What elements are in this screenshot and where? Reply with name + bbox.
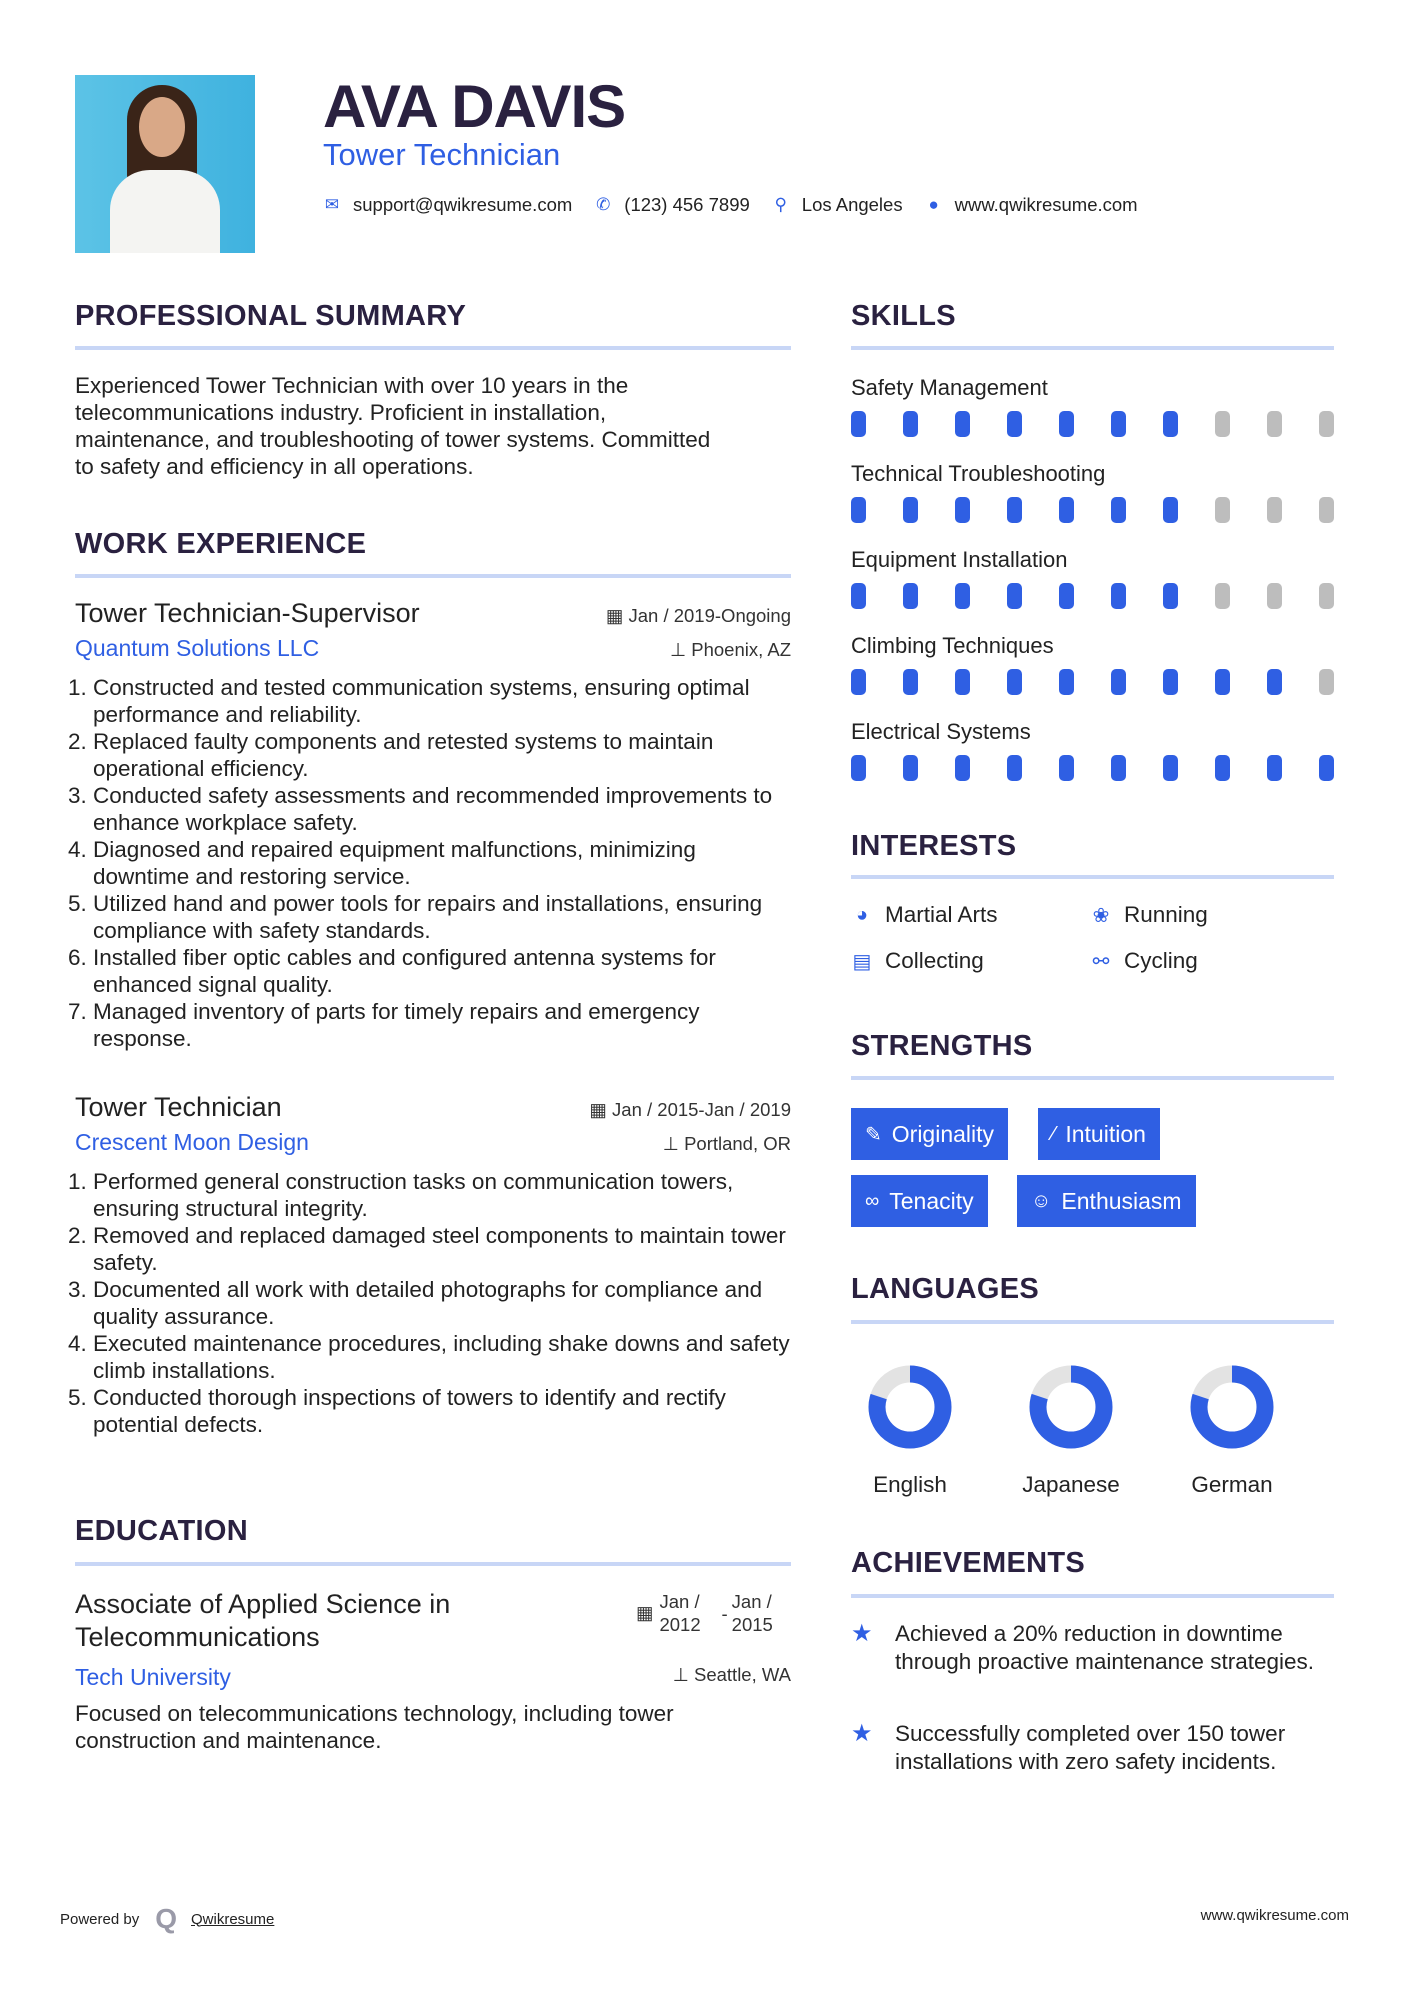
skill-item bbox=[851, 719, 1334, 781]
divider bbox=[851, 1320, 1334, 1324]
rating-bar-filled bbox=[1059, 755, 1074, 781]
edu-end: Jan / 2015 bbox=[731, 1591, 773, 1635]
divider bbox=[75, 346, 791, 350]
strength-label: Enthusiasm bbox=[1061, 1187, 1182, 1214]
magic-wand-icon: ⁄ bbox=[1052, 1122, 1056, 1145]
rating-bar-empty bbox=[1215, 497, 1230, 523]
skill-item bbox=[851, 547, 1334, 609]
rating-bar-empty bbox=[1319, 583, 1334, 609]
edu-location: Seattle, WA bbox=[694, 1664, 791, 1685]
skill-label: Technical Troubleshooting bbox=[851, 461, 1106, 486]
divider bbox=[851, 346, 1334, 350]
smile-icon: ☺ bbox=[1031, 1189, 1052, 1212]
star-icon: ★ bbox=[851, 1720, 873, 1747]
rating-bar-empty bbox=[1267, 411, 1282, 437]
pin-icon: ⊥ bbox=[662, 1133, 685, 1154]
achievement-item bbox=[851, 1620, 1334, 1676]
job-entry bbox=[75, 598, 791, 1052]
rating-bar-filled bbox=[903, 583, 918, 609]
skill-rating bbox=[851, 497, 1334, 523]
job-title: Tower Technician-Supervisor bbox=[75, 598, 420, 628]
list-item: 7. Managed inventory of parts for timely repairs and emergency response. bbox=[93, 998, 791, 1052]
skill-item bbox=[851, 633, 1334, 695]
footer-website[interactable]: www.qwikresume.com bbox=[1200, 1907, 1349, 1924]
languages-heading: LANGUAGES bbox=[851, 1273, 1039, 1305]
strength-badge bbox=[851, 1175, 988, 1227]
profile-photo bbox=[75, 75, 255, 253]
link-icon: ∞ bbox=[865, 1189, 880, 1212]
interest-item bbox=[851, 902, 998, 928]
language-donut bbox=[1026, 1362, 1116, 1452]
rating-bar-filled bbox=[955, 497, 970, 523]
rating-bar-filled bbox=[851, 669, 866, 695]
skill-label: Equipment Installation bbox=[851, 547, 1068, 572]
brand-link[interactable]: Qwikresume bbox=[191, 1910, 275, 1928]
interest-item bbox=[851, 948, 984, 974]
list-item: 5. Conducted thorough inspections of towers to identify and rectify potential defects. bbox=[93, 1384, 791, 1438]
strength-label: Originality bbox=[891, 1120, 995, 1147]
skill-rating bbox=[851, 411, 1334, 437]
skills-list bbox=[851, 375, 1334, 805]
job-location: Phoenix, AZ bbox=[691, 639, 791, 660]
rating-bar-filled bbox=[851, 583, 866, 609]
responsibilities-list bbox=[75, 674, 791, 1052]
rating-bar-filled bbox=[1215, 755, 1230, 781]
rating-bar-filled bbox=[851, 755, 866, 781]
rating-bar-filled bbox=[903, 411, 918, 437]
divider bbox=[75, 574, 791, 578]
divider bbox=[75, 1562, 791, 1566]
divider bbox=[851, 875, 1334, 879]
rating-bar-filled bbox=[1111, 583, 1126, 609]
rating-bar-filled bbox=[1059, 411, 1074, 437]
candidate-title: Tower Technician bbox=[323, 137, 561, 172]
achievement-text: Achieved a 20% reduction in downtime through proactive maintenance strategies. bbox=[895, 1621, 1314, 1674]
interest-label: Running bbox=[1124, 902, 1208, 927]
rating-bar-empty bbox=[1319, 669, 1334, 695]
pin-icon: ⊥ bbox=[672, 1664, 694, 1685]
rating-bar-filled bbox=[1215, 669, 1230, 695]
company-name: Quantum Solutions LLC bbox=[75, 635, 320, 661]
rating-bar-empty bbox=[1319, 411, 1334, 437]
language-item bbox=[1162, 1362, 1302, 1498]
list-item: 1. Performed general construction tasks on communication towers, ensuring structural integrity. bbox=[93, 1168, 791, 1222]
divider bbox=[851, 1594, 1334, 1598]
rating-bar-filled bbox=[1267, 755, 1282, 781]
map-pin-icon: ⚲ bbox=[774, 195, 787, 214]
globe-icon: ◕ bbox=[855, 903, 869, 926]
list-item: 2. Removed and replaced damaged steel components to maintain tower safety. bbox=[93, 1222, 791, 1276]
rating-bar-empty bbox=[1267, 497, 1282, 523]
qwikresume-logo-icon: Q bbox=[155, 1903, 177, 1934]
skill-rating bbox=[851, 755, 1334, 781]
rating-bar-filled bbox=[1059, 583, 1074, 609]
skill-label: Climbing Techniques bbox=[851, 633, 1054, 658]
powered-by: Powered by bbox=[60, 1910, 140, 1928]
rating-bar-empty bbox=[1319, 497, 1334, 523]
work-heading: WORK EXPERIENCE bbox=[75, 528, 367, 560]
paw-icon: ❀ bbox=[1092, 904, 1110, 927]
skill-item bbox=[851, 375, 1334, 437]
rating-bar-empty bbox=[1267, 583, 1282, 609]
rating-bar-filled bbox=[1267, 669, 1282, 695]
degree: Associate of Applied Science in Telecommunications bbox=[75, 1589, 451, 1652]
job-date: Jan / 2015-Jan / 2019 bbox=[612, 1099, 791, 1120]
rating-bar-filled bbox=[1163, 669, 1178, 695]
rating-bar-filled bbox=[1007, 497, 1022, 523]
interest-label: Collecting bbox=[885, 948, 984, 973]
interests-heading: INTERESTS bbox=[851, 830, 1017, 862]
rating-bar-filled bbox=[955, 583, 970, 609]
skills-heading: SKILLS bbox=[851, 300, 956, 332]
skill-rating bbox=[851, 583, 1334, 609]
rating-bar-filled bbox=[851, 497, 866, 523]
job-location: Portland, OR bbox=[684, 1133, 791, 1154]
rating-bar-filled bbox=[1007, 411, 1022, 437]
interest-label: Martial Arts bbox=[885, 902, 998, 927]
interest-label: Cycling bbox=[1124, 948, 1198, 973]
strength-label: Tenacity bbox=[889, 1187, 974, 1214]
pencil-icon: ✎ bbox=[865, 1123, 882, 1146]
list-item: 5. Utilized hand and power tools for repairs and installations, ensuring compliance with safety standards. bbox=[93, 890, 791, 944]
rating-bar-filled bbox=[1319, 755, 1334, 781]
email-icon: ✉ bbox=[324, 195, 340, 214]
strength-badge bbox=[851, 1108, 1008, 1160]
job-entry bbox=[75, 1092, 791, 1438]
summary-text: Experienced Tower Technician with over 10 years in the telecommunications industry. Proficient in installation, maintenance, and troubleshooting of tower systems. Committed to safety and efficiency in all operations. bbox=[75, 373, 711, 479]
skill-item bbox=[851, 461, 1334, 523]
interest-item bbox=[1090, 948, 1198, 974]
language-donut bbox=[1187, 1362, 1277, 1452]
achievements-heading: ACHIEVEMENTS bbox=[851, 1547, 1086, 1579]
rating-bar-filled bbox=[1059, 497, 1074, 523]
list-item: 4. Executed maintenance procedures, including shake downs and safety climb installations. bbox=[93, 1330, 791, 1384]
skill-label: Safety Management bbox=[851, 375, 1048, 400]
website[interactable]: www.qwikresume.com bbox=[954, 194, 1138, 215]
candidate-name: AVA DAVIS bbox=[323, 73, 626, 140]
language-label: German bbox=[1191, 1472, 1273, 1497]
strength-label: Intuition bbox=[1065, 1120, 1146, 1147]
phone-icon: ✆ bbox=[596, 195, 611, 214]
email[interactable]: support@qwikresume.com bbox=[353, 194, 573, 215]
summary-heading: PROFESSIONAL SUMMARY bbox=[75, 300, 467, 332]
list-item: 2. Replaced faulty components and retested systems to maintain operational efficiency. bbox=[93, 728, 791, 782]
language-donut bbox=[865, 1362, 955, 1452]
skill-label: Electrical Systems bbox=[851, 719, 1031, 744]
rating-bar-filled bbox=[955, 411, 970, 437]
globe-icon: ● bbox=[928, 195, 939, 214]
rating-bar-filled bbox=[1111, 411, 1126, 437]
rating-bar-filled bbox=[903, 669, 918, 695]
contact-bar bbox=[323, 194, 1160, 216]
phone: (123) 456 7899 bbox=[624, 194, 750, 215]
calendar-icon: ▦ bbox=[605, 605, 629, 626]
job-title: Tower Technician bbox=[75, 1092, 282, 1122]
strength-badge bbox=[1038, 1108, 1160, 1160]
language-label: English bbox=[873, 1472, 947, 1497]
list-item: 3. Conducted safety assessments and recommended improvements to enhance workplace safety. bbox=[93, 782, 791, 836]
calendar-icon: ▦ bbox=[636, 1602, 654, 1623]
rating-bar-filled bbox=[1163, 755, 1178, 781]
strength-badge bbox=[1017, 1175, 1196, 1227]
rating-bar-filled bbox=[1163, 411, 1178, 437]
responsibilities-list bbox=[75, 1168, 791, 1438]
location: Los Angeles bbox=[801, 194, 903, 215]
rating-bar-filled bbox=[1111, 669, 1126, 695]
rating-bar-filled bbox=[1111, 755, 1126, 781]
achievement-text: Successfully completed over 150 tower installations with zero safety incidents. bbox=[895, 1721, 1286, 1774]
pin-icon: ⊥ bbox=[669, 639, 692, 660]
rating-bar-filled bbox=[1007, 583, 1022, 609]
list-item: 4. Diagnosed and repaired equipment malfunctions, minimizing downtime and restoring service. bbox=[93, 836, 791, 890]
job-date: Jan / 2019-Ongoing bbox=[628, 605, 791, 626]
company-name: Crescent Moon Design bbox=[75, 1129, 309, 1155]
rating-bar-empty bbox=[1215, 583, 1230, 609]
calendar-icon: ▦ bbox=[589, 1099, 613, 1120]
star-icon: ★ bbox=[851, 1620, 873, 1647]
divider bbox=[851, 1076, 1334, 1080]
list-item: 6. Installed fiber optic cables and configured antenna systems for enhanced signal quality. bbox=[93, 944, 791, 998]
language-item bbox=[1001, 1362, 1141, 1498]
rating-bar-filled bbox=[1111, 497, 1126, 523]
interest-item bbox=[1090, 902, 1208, 928]
rating-bar-filled bbox=[1163, 583, 1178, 609]
archive-icon: ▤ bbox=[852, 950, 872, 973]
strengths-heading: STRENGTHS bbox=[851, 1030, 1033, 1062]
edu-description: Focused on telecommunications technology, including tower construction and maintenance. bbox=[75, 1701, 674, 1753]
rating-bar-filled bbox=[1163, 497, 1178, 523]
language-item bbox=[840, 1362, 980, 1498]
rating-bar-filled bbox=[955, 669, 970, 695]
rating-bar-filled bbox=[903, 497, 918, 523]
language-label: Japanese bbox=[1022, 1472, 1120, 1497]
education-heading: EDUCATION bbox=[75, 1515, 248, 1547]
school: Tech University bbox=[75, 1664, 231, 1690]
rating-bar-filled bbox=[1059, 669, 1074, 695]
edu-start: Jan / 2012 bbox=[659, 1591, 701, 1635]
rating-bar-filled bbox=[903, 755, 918, 781]
achievement-item bbox=[851, 1720, 1334, 1776]
list-item: 1. Constructed and tested communication systems, ensuring optimal performance and reliability. bbox=[93, 674, 791, 728]
list-item: 3. Documented all work with detailed photographs for compliance and quality assurance. bbox=[93, 1276, 791, 1330]
rating-bar-filled bbox=[1007, 755, 1022, 781]
bicycle-icon: ⚯ bbox=[1092, 950, 1110, 973]
rating-bar-filled bbox=[955, 755, 970, 781]
skill-rating bbox=[851, 669, 1334, 695]
rating-bar-empty bbox=[1215, 411, 1230, 437]
rating-bar-filled bbox=[851, 411, 866, 437]
rating-bar-filled bbox=[1007, 669, 1022, 695]
